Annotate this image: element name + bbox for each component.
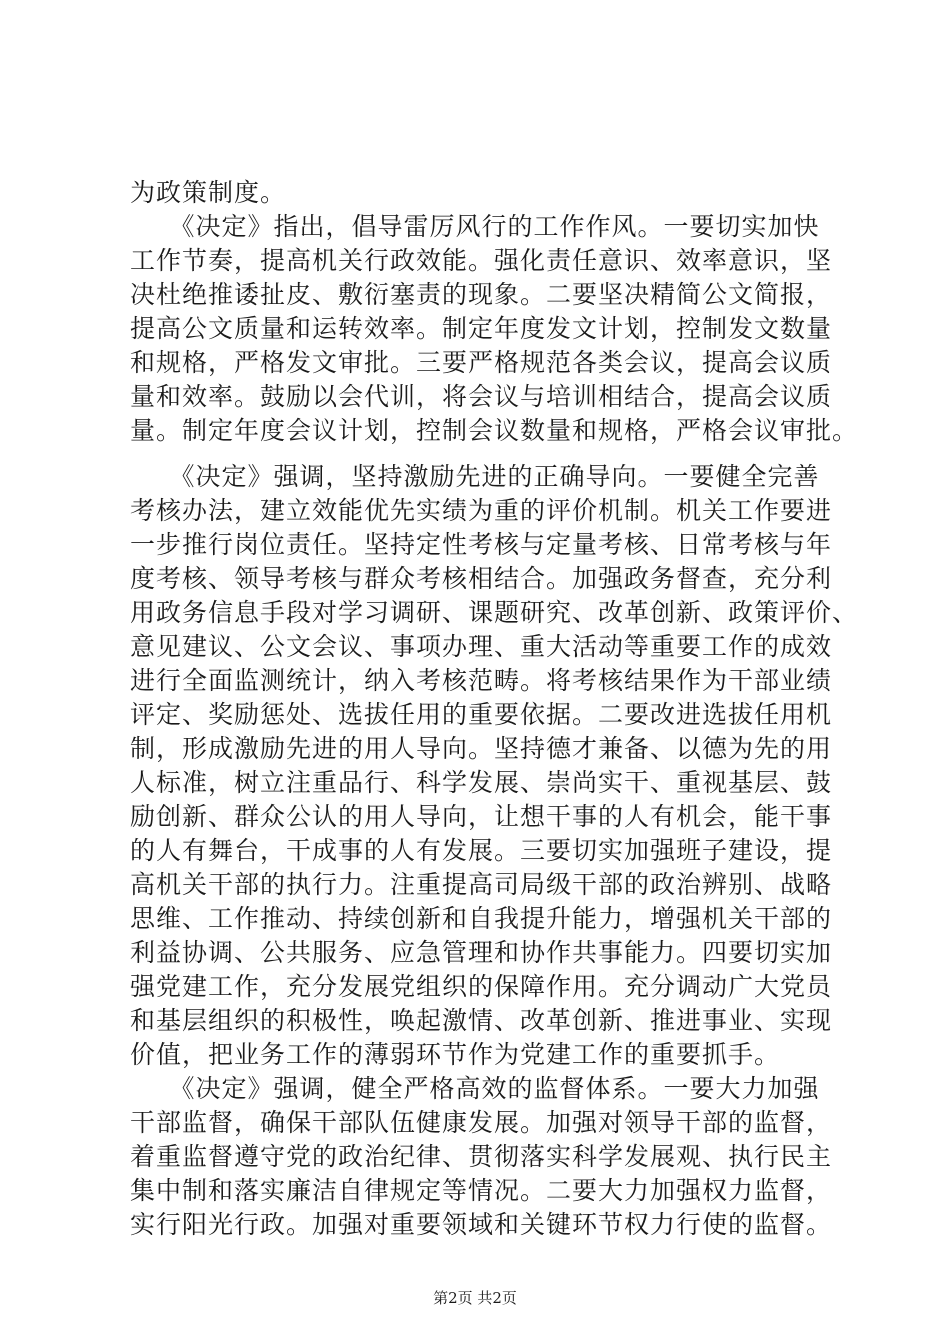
text-line: 《决定》强调，健全严格高效的监督体系。一要大力加强 <box>130 1074 820 1103</box>
text-line: 人标准，树立注重品行、科学发展、崇尚实干、重视基层、鼓 <box>130 768 833 797</box>
text-line: 干部监督，确保干部队伍健康发展。加强对领导干部的监督， <box>130 1108 833 1137</box>
text-line: 强党建工作，充分发展党组织的保障作用。充分调动广大党员 <box>130 972 833 1001</box>
text-line: 提高公文质量和运转效率。制定年度发文计划，控制发文数量 <box>130 314 833 343</box>
text-line: 的人有舞台，干成事的人有发展。三要切实加强班子建设，提 <box>130 836 833 865</box>
text-line: 进行全面监测统计，纳入考核范畴。将考核结果作为干部业绩 <box>130 666 833 695</box>
text-line: 决杜绝推诿扯皮、敷衍塞责的现象。二要坚决精简公文简报， <box>130 280 833 309</box>
text-line: 高机关干部的执行力。注重提高司局级干部的政治辨别、战略 <box>130 870 833 899</box>
text-line: 价值，把业务工作的薄弱环节作为党建工作的重要抓手。 <box>130 1040 781 1069</box>
text-line: 工作节奏，提高机关行政效能。强化责任意识、效率意识，坚 <box>130 246 833 275</box>
text-line: 评定、奖励惩处、选拔任用的重要依据。二要改进选拔任用机 <box>130 700 833 729</box>
text-line: 利益协调、公共服务、应急管理和协作共事能力。四要切实加 <box>130 938 833 967</box>
text-line: 集中制和落实廉洁自律规定等情况。二要大力加强权力监督， <box>130 1176 833 1205</box>
text-line: 量和效率。鼓励以会代训，将会议与培训相结合，提高会议质 <box>130 382 833 411</box>
text-line: 实行阳光行政。加强对重要领域和关键环节权力行使的监督。 <box>130 1210 833 1239</box>
page-footer: 第2页 共2页 <box>433 1289 517 1307</box>
text-line: 思维、工作推动、持续创新和自我提升能力，增强机关干部的 <box>130 904 833 933</box>
text-line: 励创新、群众公认的用人导向，让想干事的人有机会，能干事 <box>130 802 833 831</box>
text-line: 考核办法，建立效能优先实绩为重的评价机制。机关工作要进 <box>130 496 833 525</box>
text-line: 为政策制度。 <box>130 178 287 207</box>
text-line: 《决定》指出，倡导雷厉风行的工作作风。一要切实加快 <box>130 212 820 241</box>
text-line: 用政务信息手段对学习调研、课题研究、改革创新、政策评价、 <box>130 598 859 627</box>
text-line: 度考核、领导考核与群众考核相结合。加强政务督查，充分利 <box>130 564 833 593</box>
text-line: 一步推行岗位责任。坚持定性考核与定量考核、日常考核与年 <box>130 530 833 559</box>
text-line: 着重监督遵守党的政治纪律、贯彻落实科学发展观、执行民主 <box>130 1142 833 1171</box>
text-line: 和基层组织的积极性，唤起激情、改革创新、推进事业、实现 <box>130 1006 833 1035</box>
text-line: 和规格，严格发文审批。三要严格规范各类会议，提高会议质 <box>130 348 833 377</box>
text-line: 意见建议、公文会议、事项办理、重大活动等重要工作的成效 <box>130 632 833 661</box>
text-line: 制，形成激励先进的用人导向。坚持德才兼备、以德为先的用 <box>130 734 833 763</box>
text-line: 《决定》强调，坚持激励先进的正确导向。一要健全完善 <box>130 462 820 491</box>
text-line: 量。制定年度会议计划，控制会议数量和规格，严格会议审批。 <box>130 416 859 445</box>
